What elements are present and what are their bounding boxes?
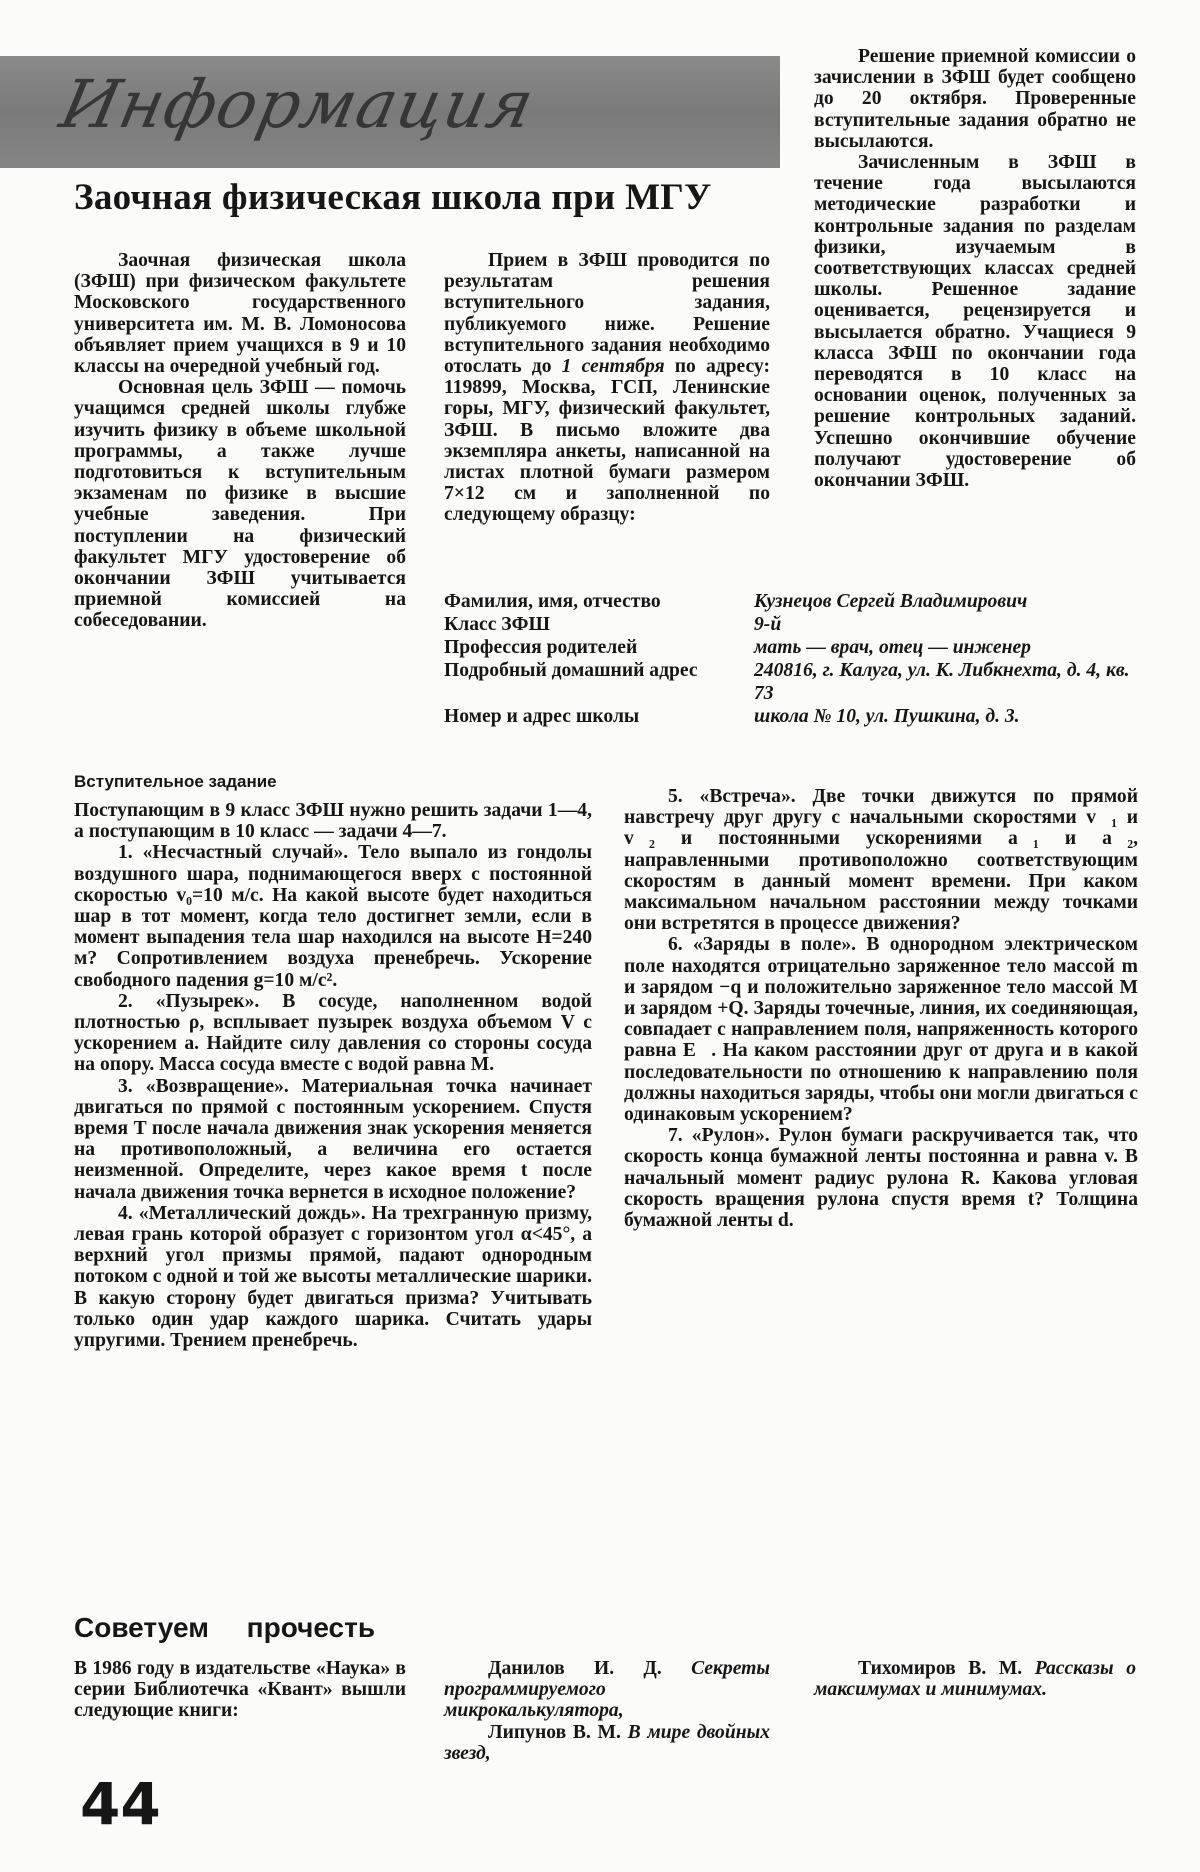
tasks-heading: Вступительное задание bbox=[74, 772, 277, 791]
tasks-column-1 bbox=[74, 800, 592, 1351]
form-value: 240816, г. Калуга, ул. К. Либкнехта, д. 4, кв. 73 bbox=[754, 660, 1130, 704]
task-item bbox=[74, 991, 592, 1076]
text-span: по адресу: 119899, Москва, ГСП, Ленинские горы, МГУ, физический факультет, ЗФШ. В письмо вложите два экземпляра анкеты, написанной на листах плотной бумаги размером 7×12 см и заполненной по следующему образцу: bbox=[444, 356, 770, 526]
tasks-intro: Поступающим в 9 класс ЗФШ нужно решить задачи 1—4, а поступающим в 10 класс — задачи 4—7. bbox=[74, 800, 592, 843]
book-title: В мире двойных звезд, bbox=[444, 1721, 771, 1764]
task-title: 2. «Пузырек». bbox=[118, 990, 260, 1012]
book-author: Тихомиров В. М. bbox=[858, 1658, 1023, 1679]
book-title: Рассказы о максимумах и минимумах. bbox=[814, 1658, 1136, 1701]
task-text: Тело выпало из гондолы воздушного шара, поднимающегося вверх с постоянной скоростью v₀=10 м/с. На какой высоте будет находиться шар в тот момент, когда тело достигнет земли, если в момент выпадения тела шар находился на высоте H=240 м? Сопротивлением воздуха пренебречь. Ускорение свободного падения g=10 м/с². bbox=[74, 842, 593, 991]
form-label: Класс ЗФШ bbox=[444, 614, 550, 635]
form-value: мать — врач, отец — инженер bbox=[754, 637, 1031, 658]
task-item bbox=[74, 1203, 592, 1351]
task-item bbox=[74, 842, 592, 990]
form-label: Номер и адрес школы bbox=[444, 706, 640, 727]
banner-title: Информация bbox=[53, 66, 542, 143]
recommended-heading: Советуем прочесть bbox=[74, 1612, 376, 1643]
form-label: Подробный домашний адрес bbox=[444, 660, 698, 681]
task-text: В однородном электрическом поле находятся отрицательно заряженное тело массой m и зарядом −q и положительно заряженное тело массой M и зарядом +Q. Заряды точечные, линия, их соединяющая, совпадает с направлением поля, напряженность которого равна E⃗. На каком расстоянии друг от друга и в какой последовательности по отношению к направлению поля должны находиться заряды, чтобы они могли двигаться с одинаковым ускорением? bbox=[624, 934, 1138, 1126]
book-author: Липунов В. М. bbox=[488, 1721, 621, 1743]
form-example bbox=[444, 590, 1144, 728]
article-column-2 bbox=[444, 250, 770, 526]
task-item bbox=[624, 786, 1138, 934]
book-entry bbox=[444, 1658, 770, 1722]
page-number: 44 bbox=[80, 1770, 161, 1838]
task-title: 1. «Несчастный случай». bbox=[118, 842, 349, 864]
task-text: Рулон бумаги раскручивается так, что скорость конца бумажной ленты постоянна и равна v. В начальный момент радиус рулона R. Какова угловая скорость вращения рулона спустя время t? Толщина бумажной ленты d. bbox=[624, 1125, 1138, 1232]
form-label: Профессия родителей bbox=[444, 637, 638, 658]
task-text: В сосуде, наполненном водой плотностью ρ, всплывает пузырек воздуха объемом V с ускорением a. Найдите силу давления со стороны сосуда на опору. Масса сосуда вместе с водой равна M. bbox=[74, 990, 592, 1076]
paragraph: Зачисленным в ЗФШ в течение года высылаются методические разработки и контрольные задания по разделам физики, изучаемым в соответствующих классах средней школы. Решенное задание оценивается, рецензируется и высылается обратно. Учащиеся 9 класса ЗФШ по окончании года переводятся в 10 класс на основании оценок, полученных за решение контрольных заданий. Успешно окончившие обучение получают удостоверение об окончании ЗФШ. bbox=[814, 152, 1136, 492]
task-item bbox=[624, 1125, 1138, 1231]
paragraph: Решение приемной комиссии о зачислении в ЗФШ будет сообщено до 20 октября. Проверенные вступительные задания обратно не высылаются. bbox=[814, 46, 1136, 152]
form-value: школа № 10, ул. Пушкина, д. 3. bbox=[754, 706, 1020, 727]
form-row bbox=[444, 705, 1144, 728]
tasks-column-2 bbox=[624, 786, 1138, 1231]
form-value: Кузнецов Сергей Владимирович bbox=[754, 591, 1028, 612]
task-text: На трехгранную призму, левая грань которой образует с горизонтом угол α<45°, а верхний угол призмы прямой, падают однородным потоком с одной и той же высоты металлические шарики. В какую сторону будет двигаться призма? Учитывать только один удар каждого шарика. Считать удары упругими. Трением пренебречь. bbox=[74, 1202, 593, 1352]
article-column-1 bbox=[74, 250, 406, 632]
books-intro: В 1986 году в издательстве «Наука» в серии Библиотечка «Квант» вышли следующие книги: bbox=[74, 1658, 406, 1722]
task-title: 3. «Возвращение». bbox=[118, 1075, 289, 1097]
books-column-3 bbox=[814, 1658, 1136, 1700]
paragraph bbox=[444, 250, 770, 526]
form-row bbox=[444, 636, 1144, 659]
article-title: Заочная физическая школа при МГУ bbox=[74, 177, 712, 218]
form-value: 9-й bbox=[754, 614, 782, 635]
section-banner bbox=[0, 56, 780, 168]
book-entry bbox=[444, 1722, 770, 1764]
task-title: 5. «Встреча». bbox=[668, 786, 796, 807]
paragraph: Заочная физическая школа (ЗФШ) при физическом факультете Московского государственного университета им. М. В. Ломоносова объявляет прием учащихся в 9 и 10 классы на очередной учебный год. bbox=[74, 250, 406, 378]
task-title: 7. «Рулон». bbox=[668, 1125, 770, 1147]
paragraph: Основная цель ЗФШ — помочь учащимся средней школы глубже изучить физику в объеме школьной программы, а также лучше подготовиться к вступительным экзаменам по физике в высшие учебные заведения. При поступлении на физический факультет МГУ удостоверение об окончании ЗФШ учитывается приемной комиссией на собеседовании. bbox=[74, 377, 406, 632]
form-row bbox=[444, 613, 1144, 636]
form-row bbox=[444, 659, 1144, 705]
form-label: Фамилия, имя, отчество bbox=[444, 591, 661, 612]
task-title: 4. «Металлический дождь». bbox=[118, 1202, 366, 1224]
text-span: Прием в ЗФШ проводится по результатам решения вступительного задания, публикуемого ниже. Решение вступительного задания необходимо отослать до bbox=[444, 250, 770, 378]
form-row bbox=[444, 590, 1144, 613]
task-text: Материальная точка начинает двигаться по прямой с постоянным ускорением. Спустя время T после начала движения знак ускорения меняется на противоположный, а величина его остается неизменной. Определите, через какое время t после начала движения точка вернется в исходное положение? bbox=[74, 1075, 592, 1203]
task-title: 6. «Заряды в поле». bbox=[668, 934, 857, 956]
task-item bbox=[624, 934, 1138, 1125]
book-author: Данилов И. Д. bbox=[488, 1658, 662, 1679]
deadline-date: 1 сентября bbox=[561, 356, 665, 378]
article-column-3 bbox=[814, 46, 1136, 491]
books-column-2 bbox=[444, 1658, 770, 1764]
books-intro-column bbox=[74, 1658, 406, 1722]
book-title: Секреты программируемого микрокалькулятора, bbox=[444, 1658, 770, 1722]
book-entry bbox=[814, 1658, 1136, 1700]
task-text: Две точки движутся по прямой навстречу друг другу с начальными скоростями v⃗₁ и v⃗₂ и постоянными ускорениями a⃗₁ и a⃗₂, направленными противоположно соответствующим скоростям в данный момент времени. При каком максимальном начальном расстоянии между точками они встретятся в процессе движения? bbox=[624, 786, 1139, 935]
task-item bbox=[74, 1076, 592, 1203]
